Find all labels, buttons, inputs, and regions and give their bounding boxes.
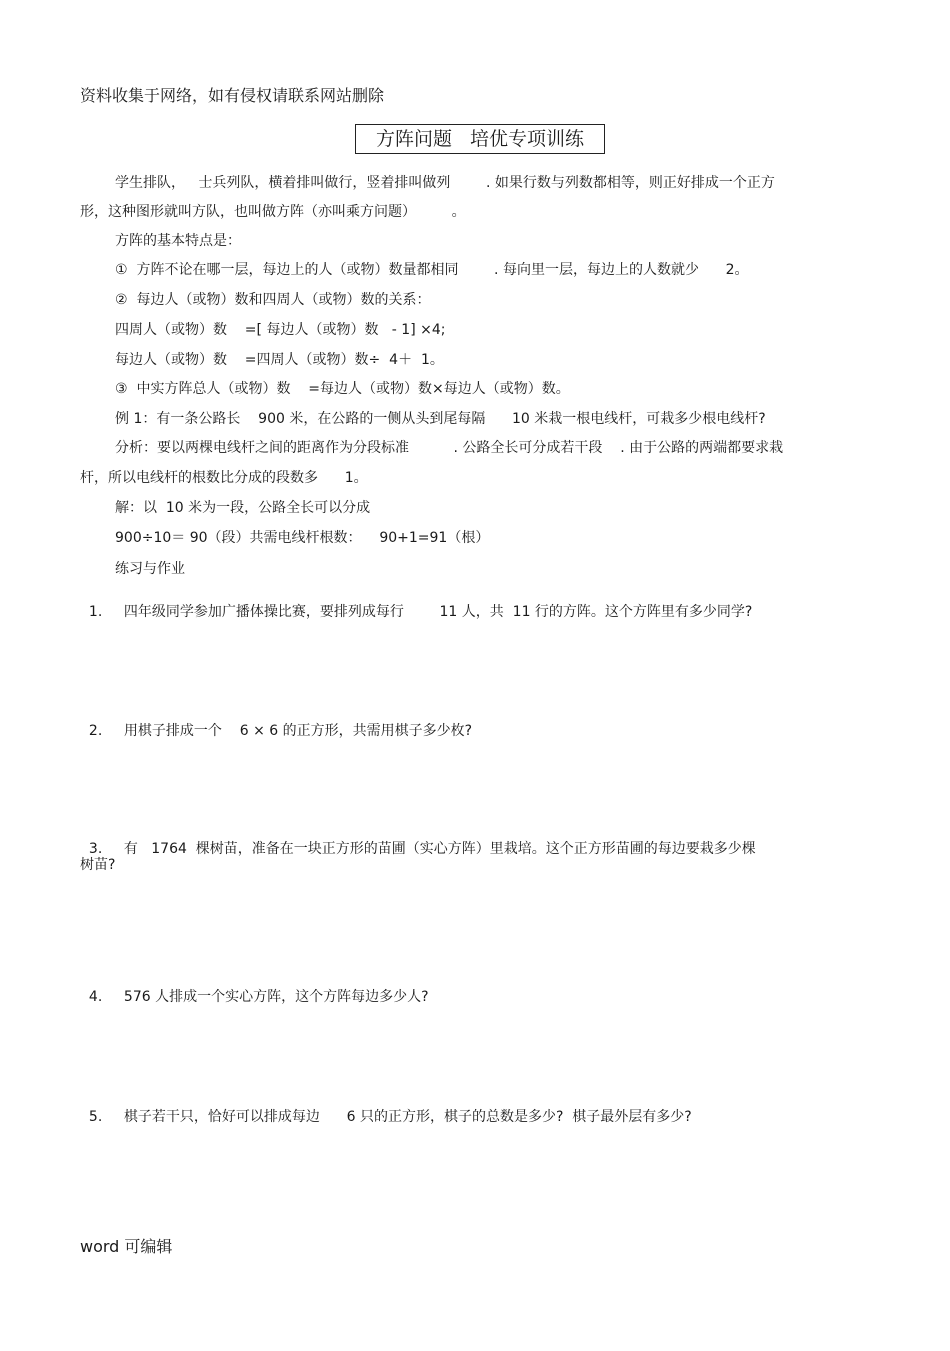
feature-item-3: ③ 中实方阵总人（或物）数 =每边人（或物）数×每边人（或物）数。 bbox=[115, 381, 570, 397]
question-text: 576 人排成一个实心方阵，这个方阵每边多少人? bbox=[123, 989, 429, 1005]
question-3 bbox=[80, 828, 756, 856]
example-analysis-line-1: 分析：要以两棵电线杆之间的距离作为分段标准 . 公路全长可分成若干段 . 由于公路的两端都要求栽 bbox=[115, 440, 784, 456]
document-title: 方阵问题 培优专项训练 bbox=[355, 124, 605, 154]
feature-formula-2: 每边人（或物）数 =四周人（或物）数÷ 4＋ 1。 bbox=[115, 352, 444, 368]
feature-formula-1: 四周人（或物）数 =[ 每边人（或物）数 - 1] ×4; bbox=[115, 322, 446, 338]
question-1 bbox=[80, 591, 752, 619]
practice-heading: 练习与作业 bbox=[115, 561, 185, 577]
features-heading: 方阵的基本特点是： bbox=[115, 233, 241, 249]
question-4 bbox=[80, 976, 429, 1004]
example-question: 例 1：有一条公路长 900 米，在公路的一侧从头到尾每隔 10 米栽一根电线杆，可栽多少根电线杆? bbox=[115, 411, 766, 427]
question-number: 3. bbox=[88, 841, 103, 857]
example-analysis-line-2: 杆，所以电线杆的根数比分成的段数多 1。 bbox=[80, 470, 368, 486]
question-number: 5. bbox=[88, 1109, 103, 1125]
intro-line-2: 形，这种图形就叫方队，也叫做方阵（亦叫乘方问题） 。 bbox=[80, 204, 466, 220]
question-5 bbox=[80, 1096, 692, 1124]
question-text: 用棋子排成一个 6 × 6 的正方形，共需用棋子多少枚? bbox=[123, 723, 473, 739]
question-number: 1. bbox=[88, 604, 103, 620]
example-solution-line-1: 解：以 10 米为一段，公路全长可以分成 bbox=[115, 500, 371, 516]
question-text: 棋子若干只，恰好可以排成每边 6 只的正方形，棋子的总数是多少? 棋子最外层有多少? bbox=[123, 1109, 692, 1125]
question-text: 有 1764 棵树苗，准备在一块正方形的苗圃（实心方阵）里栽培。这个正方形苗圃的每边要栽多少棵 bbox=[123, 841, 756, 857]
question-text: 四年级同学参加广播体操比赛，要排列成每行 11 人，共 11 行的方阵。这个方阵里有多少同学? bbox=[123, 604, 753, 620]
question-number: 4. bbox=[88, 989, 103, 1005]
feature-item-2: ② 每边人（或物）数和四周人（或物）数的关系： bbox=[115, 292, 431, 308]
page-footer: word 可编辑 bbox=[80, 1237, 173, 1256]
question-3-continued: 树苗? bbox=[80, 857, 116, 873]
example-solution-line-2: 900÷10＝ 90（段）共需电线杆根数： 90+1=91（根） bbox=[115, 530, 490, 546]
feature-item-1: ① 方阵不论在哪一层，每边上的人（或物）数量都相同 . 每向里一层，每边上的人数就少 2。 bbox=[115, 262, 749, 278]
page-header: 资料收集于网络，如有侵权请联系网站删除 bbox=[80, 86, 385, 105]
question-number: 2. bbox=[88, 723, 103, 739]
question-2 bbox=[80, 710, 472, 738]
intro-line-1: 学生排队， 士兵列队，横着排叫做行，竖着排叫做列 . 如果行数与列数都相等，则正好排成一个正方 bbox=[115, 175, 775, 191]
